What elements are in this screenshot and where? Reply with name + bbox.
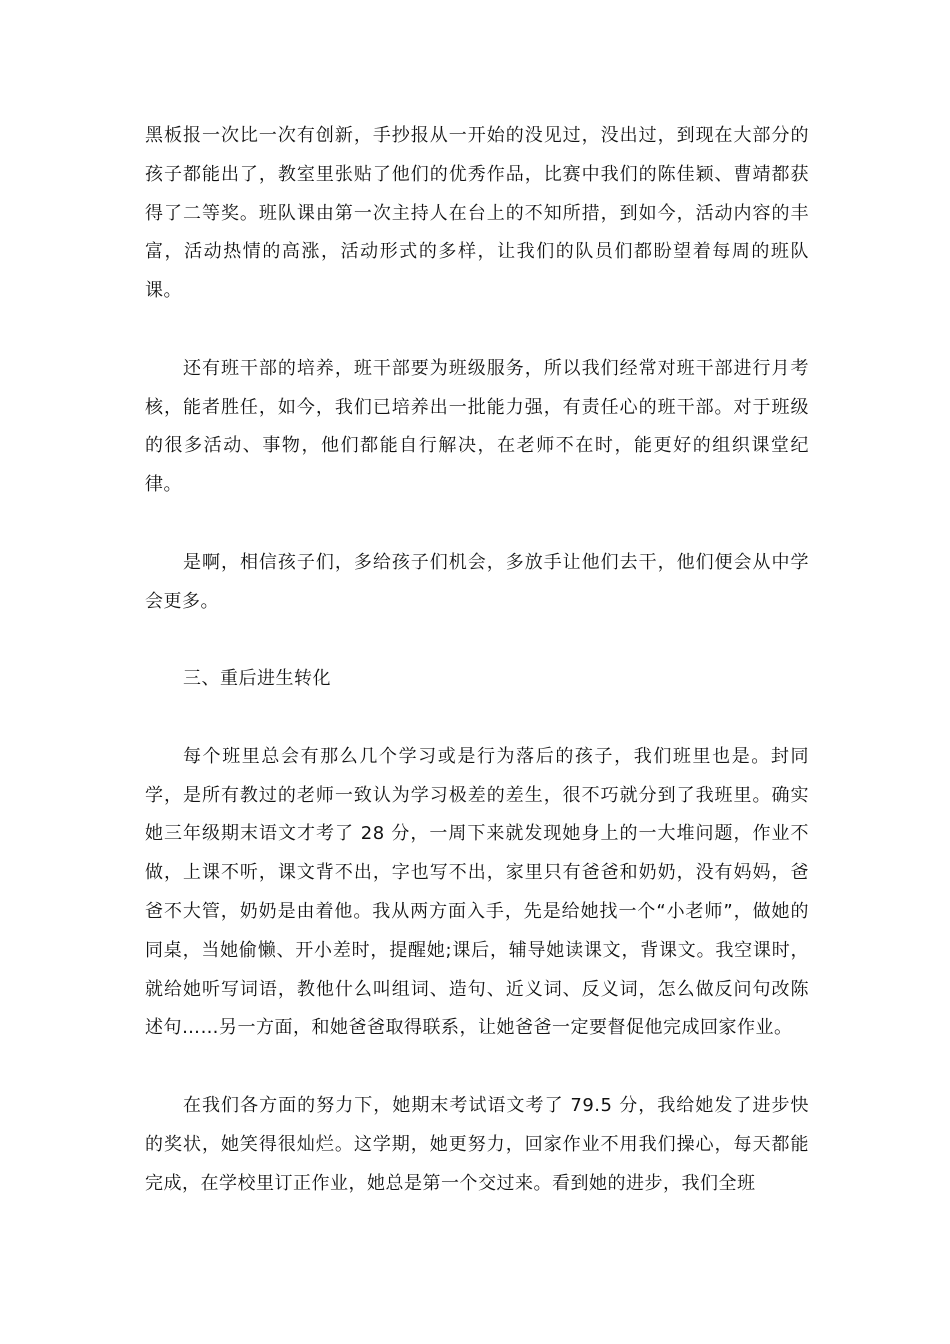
paragraph-struggling-student: 每个班里总会有那么几个学习或是行为落后的孩子，我们班里也是。封同学，是所有教过的老师一致认为学习极差的差生，很不巧就分到了我班里。确实她三年级期末语文才考了 28 分，一周下来就发现她身上的一大堆问题，作业不做，上课不听，课文背不出，字也写不出，家里只有爸爸和奶奶，没有妈妈，爸爸不大管，奶奶是由着他。我从两方面入手，先是给她找一个“小老师”，做她的同桌，当她偷懒、开小差时，提醒她;课后，辅导她读课文，背课文。我空课时，就给她听写词语，教他什么叫组词、造句、近义词、反义词，怎么做反问句改陈述句……另一方面，和她爸爸取得联系，让她爸爸一定要督促他完成回家作业。 [145, 745, 809, 1039]
section-heading: 三、重后进生转化 [183, 668, 331, 690]
paragraph-student-progress: 在我们各方面的努力下，她期末考试语文考了 79.5 分，我给她发了进步快的奖状，她笑得很灿烂。这学期，她更努力，回家作业不用我们操心，每天都能完成，在学校里订正作业，她总是第一个交过来。看到她的进步，我们全班 [145, 1094, 809, 1194]
paragraph-blackboard-newspaper: 黑板报一次比一次有创新，手抄报从一开始的没见过，没出过，到现在大部分的孩子都能出了，教室里张贴了他们的优秀作品，比赛中我们的陈佳颖、曹靖都获得了二等奖。班队课由第一次主持人在台上的不知所措，到如今，活动内容的丰富，活动热情的高涨，活动形式的多样，让我们的队员们都盼望着每周的班队课。 [145, 125, 809, 302]
paragraph-class-cadres: 还有班干部的培养，班干部要为班级服务，所以我们经常对班干部进行月考核，能者胜任，如今，我们已培养出一批能力强，有责任心的班干部。对于班级的很多活动、事物，他们都能自行解决，在老师不在时，能更好的组织课堂纪律。 [145, 357, 809, 496]
paragraph-trust-children: 是啊，相信孩子们，多给孩子们机会，多放手让他们去干，他们便会从中学会更多。 [145, 551, 809, 612]
document-body [145, 117, 809, 1242]
